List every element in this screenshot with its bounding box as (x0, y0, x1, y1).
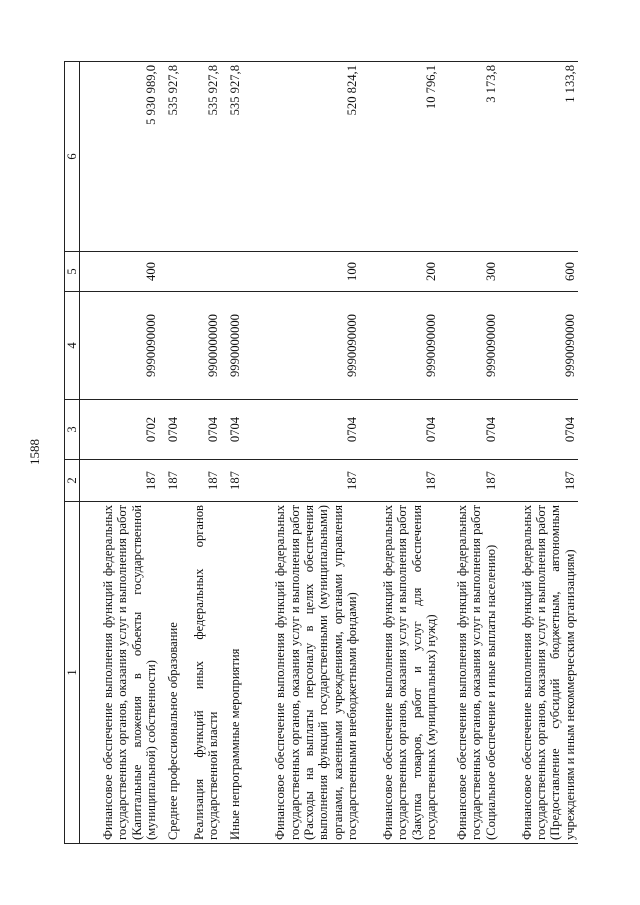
table-row (181, 62, 222, 844)
row-admin-code: 187 (360, 460, 439, 502)
row-expense-type: 200 (360, 252, 439, 292)
row-target-code: 9990090000 (244, 292, 361, 400)
row-expense-type: 300 (439, 252, 499, 292)
row-expense-type: 400 (80, 252, 160, 292)
header-col-4: 4 (65, 292, 80, 400)
row-admin-code: 187 (181, 460, 222, 502)
row-name: Финансовое обеспечение выполнения функций федеральных государственных органов, оказания услуг и выполнения работ (Предоставление субсидий бюджетным, автономным учреждениям и иным некоммерческим организациям) (499, 502, 578, 844)
header-col-1: 1 (65, 502, 80, 844)
row-amount: 1 133,8 (499, 62, 578, 252)
row-name: Реализация функций иных федеральных органов государственной власти (181, 502, 222, 844)
table-header-row (65, 62, 80, 844)
row-name: Финансовое обеспечение выполнения функций федеральных государственных органов, оказания услуг и выполнения работ (Социальное обеспечение и иные выплаты населению) (439, 502, 499, 844)
row-amount: 535 927,8 (181, 62, 222, 252)
row-section-code: 0704 (499, 400, 578, 460)
header-col-5: 5 (65, 252, 80, 292)
row-target-code: 9990090000 (80, 292, 160, 400)
header-col-3: 3 (65, 400, 80, 460)
row-admin-code: 187 (244, 460, 361, 502)
row-section-code: 0704 (159, 400, 181, 460)
row-target-code (159, 292, 181, 400)
row-target-code: 9990000000 (222, 292, 244, 400)
row-expense-type: 600 (499, 252, 578, 292)
row-admin-code: 187 (499, 460, 578, 502)
row-expense-type (159, 252, 181, 292)
row-name: Среднее профессиональное образование (159, 502, 181, 844)
table-row (499, 62, 578, 844)
row-amount: 520 824,1 (244, 62, 361, 252)
row-name: Иные непрограммные мероприятия (222, 502, 244, 844)
row-section-code: 0704 (222, 400, 244, 460)
row-admin-code: 187 (159, 460, 181, 502)
table-row (360, 62, 439, 844)
row-target-code: 9990090000 (360, 292, 439, 400)
row-section-code: 0702 (80, 400, 160, 460)
row-name: Финансовое обеспечение выполнения функций федеральных государственных органов, оказания услуг и выполнения работ (Расходы на выплаты персоналу в целях обеспечения выполнения функций государственными (муниципальными) органами, казенными учреждениями, органами управления государственными внебюджетными фондами) (244, 502, 361, 844)
row-name: Финансовое обеспечение выполнения функций федеральных государственных органов, оказания услуг и выполнения работ (Закупка товаров, работ и услуг для обеспечения государственных (муниципальных) нужд) (360, 502, 439, 844)
rotated-page-content (64, 62, 578, 844)
row-admin-code: 187 (80, 460, 160, 502)
row-section-code: 0704 (360, 400, 439, 460)
table-row (222, 62, 244, 844)
row-expense-type (181, 252, 222, 292)
row-amount: 535 927,8 (159, 62, 181, 252)
header-col-2: 2 (65, 460, 80, 502)
row-section-code: 0704 (181, 400, 222, 460)
row-name: Финансовое обеспечение выполнения функций федеральных государственных органов, оказания услуг и выполнения работ (Капитальные вложения в объекты государственной (муниципальной) собственности) (80, 502, 160, 844)
row-section-code: 0704 (244, 400, 361, 460)
row-section-code: 0704 (439, 400, 499, 460)
row-admin-code: 187 (222, 460, 244, 502)
row-expense-type: 100 (244, 252, 361, 292)
table-row (244, 62, 361, 844)
row-target-code: 9990090000 (499, 292, 578, 400)
header-col-6: 6 (65, 62, 80, 252)
table-row (159, 62, 181, 844)
table-row (439, 62, 499, 844)
row-amount: 10 796,1 (360, 62, 439, 252)
row-target-code: 9900000000 (181, 292, 222, 400)
row-amount: 3 173,8 (439, 62, 499, 252)
row-amount: 5 930 989,0 (80, 62, 160, 252)
row-expense-type (222, 252, 244, 292)
table-row (80, 62, 160, 844)
budget-table (64, 61, 578, 844)
row-target-code: 9990090000 (439, 292, 499, 400)
row-admin-code: 187 (439, 460, 499, 502)
page-number: 1588 (27, 439, 42, 465)
row-amount: 535 927,8 (222, 62, 244, 252)
